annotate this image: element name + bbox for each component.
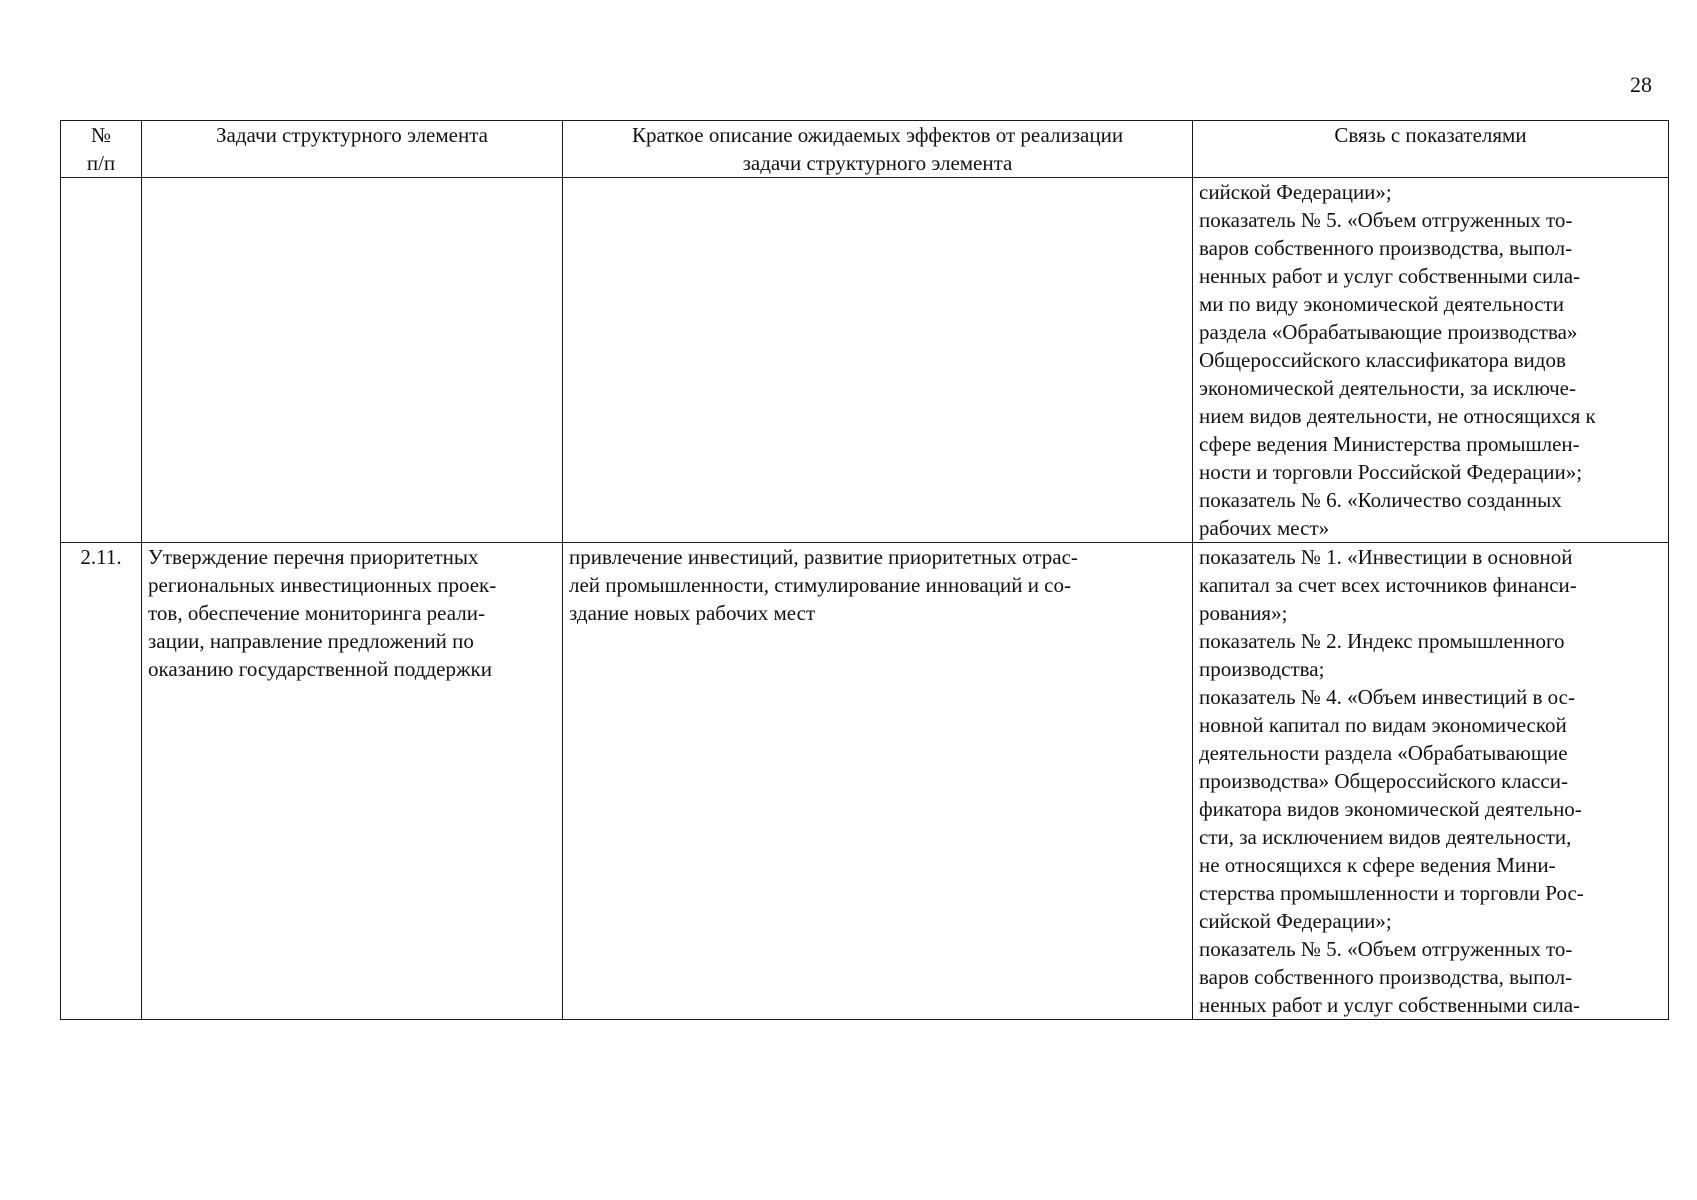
desc-line: лей промышленности, стимулирование инноваций и со- (569, 573, 1072, 597)
row-link-cell (1193, 543, 1669, 1020)
task-line: зации, направление предложений по (148, 629, 474, 653)
link-line: раздела «Обрабатывающие производства» (1199, 320, 1578, 344)
link-line: ненных работ и услуг собственными сила- (1199, 993, 1581, 1017)
desc-line: здание новых рабочих мест (569, 601, 816, 625)
link-line: сти, за исключением видов деятельности, (1199, 825, 1572, 849)
task-line: тов, обеспечение мониторинга реали- (148, 601, 485, 625)
header-num-line: № (90, 123, 112, 147)
link-line: экономической деятельности, за исключе- (1199, 376, 1576, 400)
link-line: Общероссийского классификатора видов (1199, 348, 1566, 372)
link-line: показатель № 2. Индекс промышленного (1199, 629, 1565, 653)
link-line: показатель № 6. «Количество созданных (1199, 488, 1562, 512)
header-link (1193, 121, 1669, 178)
link-line: ненных работ и услуг собственными сила- (1199, 264, 1581, 288)
task-line: оказанию государственной поддержки (148, 657, 492, 681)
header-task-line: Задачи структурного элемента (216, 123, 488, 147)
header-desc (563, 121, 1193, 178)
task-line: Утверждение перечня приоритетных (148, 545, 479, 569)
link-line: показатель № 1. «Инвестиции в основной (1199, 545, 1573, 569)
link-line: нием видов деятельности, не относящихся к (1199, 404, 1596, 428)
desc-line: привлечение инвестиций, развитие приоритетных отрас- (569, 545, 1078, 569)
link-line: сийской Федерации»; (1199, 180, 1392, 204)
row-num-cell (61, 178, 142, 543)
link-line: рабочих мест» (1199, 516, 1330, 540)
link-line: варов собственного производства, выпол- (1199, 236, 1573, 260)
header-desc-line: задачи структурного элемента (742, 151, 1013, 175)
header-num (61, 121, 142, 178)
link-line: рования»; (1199, 601, 1288, 625)
link-line: капитал за счет всех источников финанси- (1199, 573, 1577, 597)
header-desc-line: Краткое описание ожидаемых эффектов от реализации (631, 123, 1124, 147)
task-line: региональных инвестиционных проек- (148, 573, 497, 597)
link-line: сийской Федерации»; (1199, 909, 1392, 933)
table-header-row (61, 121, 1669, 178)
row-link-cell (1193, 178, 1669, 543)
link-line: производства; (1199, 657, 1325, 681)
row-desc-cell (563, 543, 1193, 1020)
link-line: ности и торговли Российской Федерации»; (1199, 460, 1583, 484)
link-line: стерства промышленности и торговли Рос- (1199, 881, 1584, 905)
page-number: 28 (1630, 72, 1652, 97)
link-line: фикатора видов экономической деятельно- (1199, 797, 1582, 821)
link-line: сфере ведения Министерства промышлен- (1199, 432, 1580, 456)
row-task-cell (142, 543, 563, 1020)
table-row (61, 543, 1669, 1020)
row-task-cell (142, 178, 563, 543)
link-line: деятельности раздела «Обрабатывающие (1199, 741, 1568, 765)
link-line: производства» Общероссийского класси- (1199, 769, 1568, 793)
row-desc-cell (563, 178, 1193, 543)
document-table (60, 120, 1669, 1020)
link-line: показатель № 5. «Объем отгруженных то- (1199, 208, 1573, 232)
table-row (61, 178, 1669, 543)
link-line: показатель № 4. «Объем инвестиций в ос- (1199, 685, 1575, 709)
link-line: показатель № 5. «Объем отгруженных то- (1199, 937, 1573, 961)
link-line: ми по виду экономической деятельности (1199, 292, 1564, 316)
header-link-line: Связь с показателями (1334, 123, 1527, 147)
link-line: новной капитал по видам экономической (1199, 713, 1567, 737)
link-line: варов собственного производства, выпол- (1199, 965, 1573, 989)
header-num-line: п/п (86, 151, 116, 175)
row-num-cell: 2.11. (61, 543, 142, 1020)
header-task (142, 121, 563, 178)
link-line: не относящихся к сфере ведения Мини- (1199, 853, 1556, 877)
